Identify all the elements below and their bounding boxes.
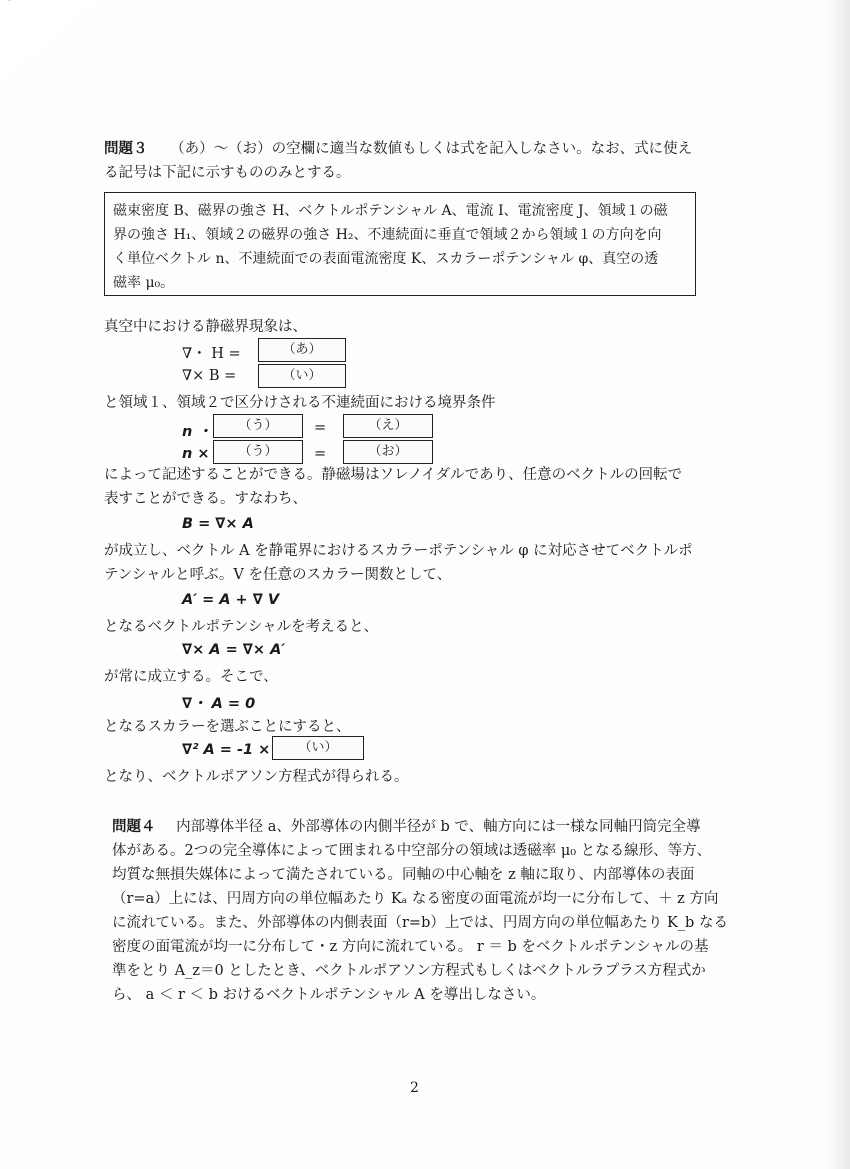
text-boundary-conditions: と領域１、領域２で区分けされる不連続面における境界条件 [104,395,496,411]
text-vacuum-static: 真空中における静磁界現象は、 [104,319,307,335]
q3-label: 問題３ [104,141,148,157]
equation-curl-equal: ∇× A = ∇× A′ [182,642,286,658]
text-choose-scalar: となるスカラーを選ぶことにすると、 [104,719,351,735]
blank-u-box-2: （う） [213,440,303,464]
text-vector-potential-1: が成立し、ベクトル A を静電界におけるスカラーポテンシャル φ に対応させてベクトルポ [104,543,693,559]
page-number: 2 [410,1080,419,1096]
text-express-curl: 表すことができる。すなわち、 [104,491,307,507]
blank-i-box-1: （い） [258,364,346,388]
equation-div-h: ∇・ H = [182,346,241,362]
text-consider-potential: となるベクトルポテンシャルを考えると、 [104,619,379,635]
equation-laplace-a: ∇² A = -1 × [182,742,271,758]
q4-line-8: ら、 a ＜ r ＜ b おけるベクトルポテンシャル A を導出しなさい。 [112,987,546,1003]
text-vector-potential-2: テンシャルと呼ぶ。V を任意のスカラー関数として、 [104,567,452,583]
q4-line-6: 密度の面電流が均一に分布して・z 方向に流れている。 r ＝ b をベクトルポテンシャルの基 [112,939,709,955]
blank-i-box-2: （い） [272,736,364,760]
blank-e-box: （え） [343,414,433,438]
page-edge-shadow [828,0,850,1169]
symbols-line-4: 磁率 μ₀。 [113,275,175,291]
symbols-line-2: 界の強さ H₁、領域２の磁界の強さ H₂、不連続面に垂直で領域２から領域１の方向を向 [113,227,662,243]
q4-text-1: 内部導体半径 a、外部導体の内側半径が b で、軸方向には一様な同軸円筒完全導 [176,819,701,835]
text-poisson-result: となり、ベクトルポアソン方程式が得られる。 [104,769,409,785]
blank-o-box: （お） [343,440,433,464]
q4-line-2: 体がある。2つの完全導体によって囲まれる中空部分の領域は透磁率 μ₀ となる線形、等方、 [112,843,712,859]
equation-n-dot: n ・ [182,424,212,440]
equals-sign-1: = [314,420,327,436]
blank-a-box: （あ） [258,338,346,362]
equals-sign-2: = [314,446,327,462]
q4-line-3: 均質な無損失媒体によって満たされている。同軸の中心軸を z 軸に取り、内部導体の表面 [112,867,695,883]
q4-line-4: （r=a）上には、円周方向の単位幅あたり Kₐ なる密度の面電流が均一に分布して、＋ z 方向 [112,891,719,907]
q3-intro-text-1: （あ）～（お）の空欄に適当な数値もしくは式を記入しなさい。なお、式に使え [170,141,693,157]
q4-line-1 [112,816,701,838]
equation-a-prime: A′ = A + ∇ V [182,592,280,608]
symbol-definition-box [104,192,696,296]
q4-label: 問題４ [112,819,156,835]
q4-line-7: 準をとり A_z＝0 としたとき、ベクトルポアソン方程式もしくはベクトルラプラス方程式か [112,963,706,979]
text-always-holds: が常に成立する。そこで、 [104,669,278,685]
q3-intro-line-1 [104,138,692,160]
equation-b-curl-a: B = ∇× A [182,516,254,532]
symbols-line-3: く単位ベクトル n、不連続面での表面電流密度 K、スカラーポテンシャル φ、真空の透 [113,251,659,267]
folded-corner [0,0,100,85]
q3-intro-line-2: る記号は下記に示すもののみとする。 [104,165,351,181]
text-solenoidal: によって記述することができる。静磁場はソレノイダルであり、任意のベクトルの回転で [104,467,683,483]
equation-curl-b: ∇× B = [182,368,237,384]
symbols-line-1: 磁束密度 B、磁界の強さ H、ベクトルポテンシャル A、電流 I、電流密度 J、領域１の磁 [113,203,668,219]
blank-u-box-1: （う） [213,414,303,438]
equation-n-cross: n × [182,446,210,462]
q4-line-5: に流れている。また、外部導体の内側表面（r=b）上では、円周方向の単位幅あたり K_b なる [112,915,728,931]
equation-div-a: ∇・ A = 0 [182,696,256,712]
